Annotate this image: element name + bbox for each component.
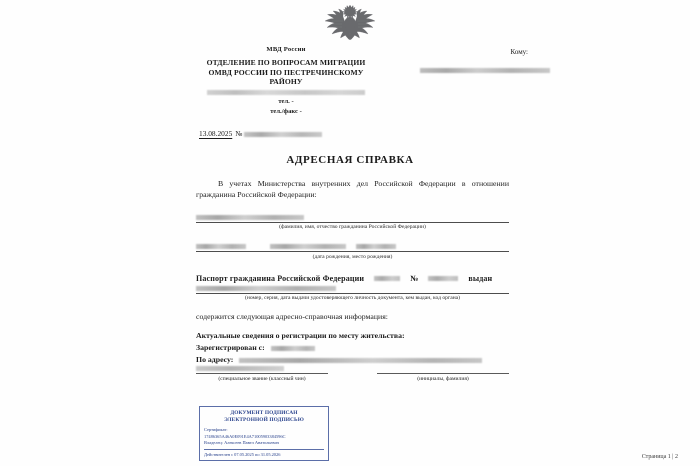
address-label: По адресу:: [196, 355, 234, 365]
recipient-label: Кому:: [510, 48, 528, 56]
signature-area: [196, 372, 509, 382]
electronic-signature-stamp: [199, 406, 329, 461]
fio-caption: (фамилия, имя, отчество гражданина Российской Федерации): [279, 224, 426, 231]
birth-place-redacted: [270, 244, 346, 249]
registered-since-label: Зарегистрирован с:: [196, 343, 265, 353]
fio-field-row: [196, 213, 509, 223]
rank-rule: [196, 372, 328, 374]
estamp-details: [204, 427, 324, 447]
estamp-certificate-label: Сертификат:: [204, 427, 228, 433]
contains-line: содержится следующая адресно-справочная информация:: [196, 312, 388, 322]
registered-since-row: [196, 343, 509, 352]
estamp-validity: Действителен с 07.05.2025 по 31.05.2026: [204, 452, 281, 458]
address-value-redacted-line2: [196, 366, 284, 371]
birth-date-redacted: [196, 244, 246, 249]
address-row: [196, 355, 509, 364]
passport-issuer-redacted: [196, 286, 336, 291]
intro-paragraph: В учетах Министерства внутренних дел Российской Федерации в отношении гражданина Российской Федерации:: [196, 179, 509, 200]
estamp-certificate-value: 17486365A46A0E091E4A71005903384596C: [204, 433, 286, 439]
ministry-short-name: МВД России: [266, 46, 306, 53]
estamp-title-line2: ЭЛЕКТРОННОЙ ПОДПИСЬЮ: [224, 417, 304, 424]
page-title: АДРЕСНАЯ СПРАВКА: [286, 154, 414, 166]
estamp-owner-value: Алексеев Павел Анатольевич: [224, 440, 280, 446]
rank-signature-column: [196, 372, 328, 382]
date-number-line: [199, 129, 322, 138]
recipient-value-redacted: [420, 68, 550, 73]
rank-caption: (специальное звание (классный чин): [218, 376, 306, 382]
initials-signature-column: [377, 372, 509, 382]
emblem-container: [0, 2, 700, 42]
organization-address-redacted: [207, 90, 365, 95]
passport-caption: (номер, серия, дата выдачи удостоверяющего личность документа, кем выдан, код органа): [244, 295, 461, 302]
birth-region-redacted: [356, 244, 396, 249]
passport-series-redacted: [374, 276, 400, 281]
estamp-owner-line: [204, 440, 324, 447]
estamp-separator: [204, 449, 324, 450]
mvd-eagle-emblem-icon: [317, 2, 383, 42]
birth-field-row: [196, 242, 509, 252]
initials-caption: (инициалы, фамилия): [417, 376, 469, 382]
registered-since-redacted: [271, 346, 315, 351]
passport-issued-label: выдан: [468, 273, 493, 283]
address-value-redacted: [239, 358, 482, 363]
document-date: 13.08.2025: [199, 129, 233, 138]
passport-number-sign: №: [410, 273, 419, 283]
document-number-label: №: [235, 129, 243, 138]
organization-name: ОТДЕЛЕНИЕ ПО ВОПРОСАМ МИГРАЦИИ ОМВД РОССИИ ПО ПЕСТРЕЧИНСКОМУ РАЙОНУ: [206, 58, 366, 87]
recipient-block: [420, 48, 570, 73]
initials-rule: [377, 372, 509, 374]
passport-number-redacted: [428, 276, 458, 281]
estamp-title-line1: ДОКУМЕНТ ПОДПИСАН: [230, 410, 298, 416]
organization-block: [195, 46, 377, 116]
document-body: [196, 178, 509, 371]
passport-row: [196, 274, 509, 283]
passport-label: Паспорт гражданина Российской Федерации: [196, 273, 365, 283]
birth-caption: (дата рождения, место рождения): [312, 253, 393, 260]
page-indicator: Страница 1 | 2: [641, 454, 678, 460]
document-number-redacted: [244, 132, 322, 137]
organization-phone: тел. -: [278, 98, 294, 106]
organization-fax: тел./факс -: [270, 107, 302, 115]
fio-value-redacted: [196, 215, 304, 220]
passport-issuer-row: [196, 284, 509, 294]
registration-section-heading: Актуальные сведения о регистрации по месту жительства:: [196, 331, 405, 341]
estamp-owner-label: Владелец:: [204, 440, 223, 446]
